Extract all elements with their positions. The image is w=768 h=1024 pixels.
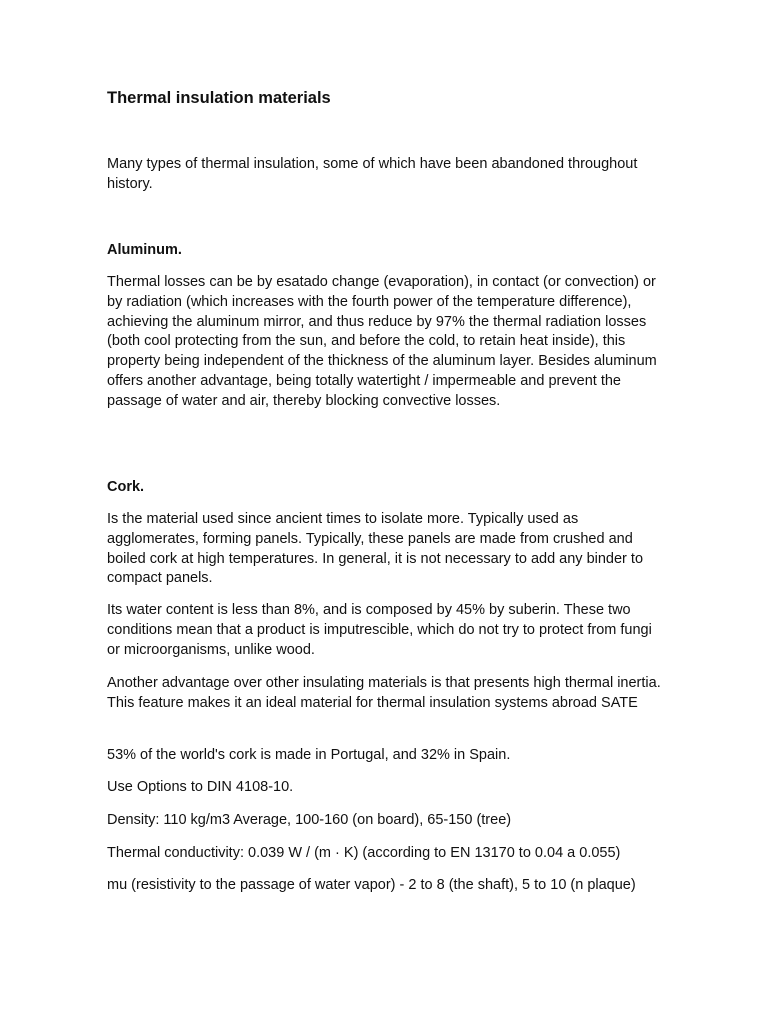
intro-paragraph: Many types of thermal insulation, some of which have been abandoned throughout history. (107, 156, 638, 192)
section-heading-cork: Cork. (107, 479, 145, 495)
cork-paragraph-5: Use Options to DIN 4108-10. (107, 779, 294, 795)
aluminum-paragraph: Thermal losses can be by esatado change (evaporation), in contact (or convection) or by radiation (which increases with the fourth power of the temperature difference), achieving the aluminum mirror, and thus reduce by 97% the thermal radiation losses (both cool protecting from the sun, and before the cold, to retain heat inside), this property being independent of the thickness of the aluminum layer. Besides aluminum offers another advantage, being totally watertight / impermeable and prevent the passage of water and air, thereby blocking convective losses. (107, 274, 657, 409)
cork-paragraph-7: Thermal conductivity: 0.039 W / (m · K) (according to EN 13170 to 0.04 a 0.055) (107, 845, 621, 861)
cork-paragraph-4: 53% of the world's cork is made in Portugal, and 32% in Spain. (107, 747, 511, 763)
cork-paragraph-6: Density: 110 kg/m3 Average, 100-160 (on board), 65-150 (tree) (107, 812, 512, 828)
cork-paragraph-2: Its water content is less than 8%, and is composed by 45% by suberin. These two conditions mean that a product is imputrescible, which do not try to protect from fungi or microorganisms, unlike wood. (107, 602, 652, 658)
cork-paragraph-3: Another advantage over other insulating materials is that presents high thermal inertia. This feature makes it an ideal material for thermal insulation systems abroad SATE (107, 675, 661, 711)
section-heading-aluminum: Aluminum. (107, 242, 182, 258)
cork-paragraph-8: mu (resistivity to the passage of water vapor) - 2 to 8 (the shaft), 5 to 10 (n plaque) (107, 877, 636, 893)
document-title: Thermal insulation materials (107, 89, 331, 107)
cork-paragraph-1: Is the material used since ancient times to isolate more. Typically used as agglomerates, forming panels. Typically, these panels are made from crushed and boiled cork at high temperatures. In general, it is not necessary to add any binder to compact panels. (107, 511, 644, 587)
